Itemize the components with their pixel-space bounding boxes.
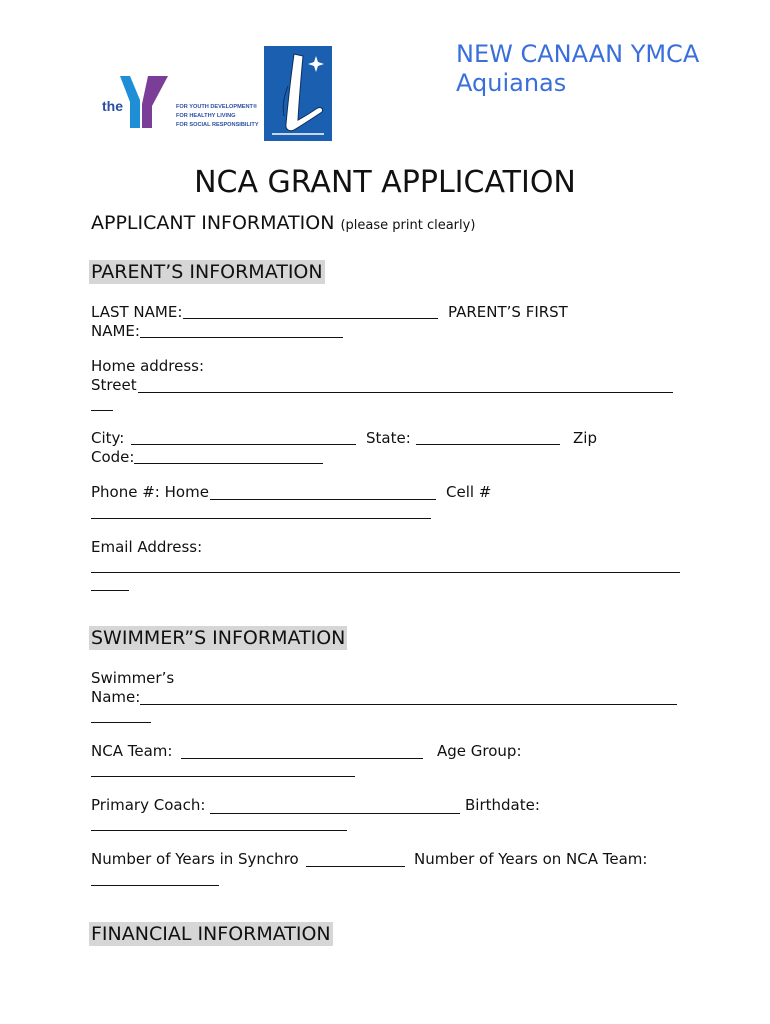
club-name-line2: Aquianas <box>456 69 567 97</box>
form-title: NCA GRANT APPLICATION <box>194 165 576 200</box>
zip-label: Zip <box>573 429 597 447</box>
ymca-logo <box>96 66 262 136</box>
street-field-cont[interactable] <box>91 410 113 411</box>
cell-phone-field[interactable] <box>91 518 431 519</box>
primary-coach-field[interactable] <box>210 813 460 814</box>
last-name-field[interactable] <box>183 318 438 319</box>
birthdate-label: Birthdate: <box>465 796 540 814</box>
years-in-synchro-field[interactable] <box>306 866 405 867</box>
zip-label-cont: Code: <box>91 448 135 466</box>
ymca-tagline-3: FOR SOCIAL RESPONSIBILITY <box>176 122 259 128</box>
street-label: Street <box>91 376 137 394</box>
swimmer-name-label-cont: Name: <box>91 688 141 706</box>
age-group-field[interactable] <box>91 776 355 777</box>
years-on-nca-team-label: Number of Years on NCA Team: <box>414 850 648 868</box>
nca-team-field[interactable] <box>181 758 423 759</box>
aquianas-logo <box>264 46 332 141</box>
swimmer-section-heading: SWIMMER”S INFORMATION <box>91 627 346 649</box>
street-field[interactable] <box>138 392 673 393</box>
swimmer-name-field-cont[interactable] <box>91 722 151 723</box>
zip-code-field[interactable] <box>134 463 323 464</box>
home-phone-label: Phone #: Home <box>91 483 209 501</box>
subtitle-text: APPLICANT INFORMATION <box>91 212 335 234</box>
email-address-field-cont[interactable] <box>91 590 129 591</box>
ymca-y-right <box>142 76 168 128</box>
ymca-logo-word: the <box>102 98 123 114</box>
years-in-synchro-label: Number of Years in Synchro <box>91 850 299 868</box>
subtitle-note: (please print clearly) <box>340 218 476 233</box>
age-group-label: Age Group: <box>437 742 522 760</box>
parent-first-name-field[interactable] <box>140 337 343 338</box>
years-on-nca-team-field[interactable] <box>91 885 219 886</box>
birthdate-field[interactable] <box>91 830 347 831</box>
parent-first-name-label-cont: NAME: <box>91 322 140 340</box>
club-name-line1: NEW CANAAN YMCA <box>456 40 700 68</box>
last-name-label: LAST NAME: <box>91 303 183 321</box>
parents-section-heading: PARENT’S INFORMATION <box>91 261 323 283</box>
ymca-y-left <box>120 76 140 128</box>
applicant-information-heading <box>91 212 475 234</box>
parent-first-name-label: PARENT’S FIRST <box>448 303 568 321</box>
ymca-tagline-1: FOR YOUTH DEVELOPMENT® <box>176 104 258 110</box>
swimmer-name-field[interactable] <box>140 704 677 705</box>
email-address-field[interactable] <box>91 572 680 573</box>
nca-team-label: NCA Team: <box>91 742 173 760</box>
ymca-tagline-2: FOR HEALTHY LIVING <box>176 113 236 119</box>
financial-section-heading: FINANCIAL INFORMATION <box>91 923 331 945</box>
primary-coach-label: Primary Coach: <box>91 796 206 814</box>
home-address-label: Home address: <box>91 357 205 375</box>
state-field[interactable] <box>416 444 560 445</box>
city-label: City: <box>91 429 125 447</box>
swimmer-name-label: Swimmer’s <box>91 669 175 687</box>
email-address-label: Email Address: <box>91 538 203 556</box>
home-phone-field[interactable] <box>210 499 436 500</box>
state-label: State: <box>366 429 411 447</box>
club-name <box>456 40 699 98</box>
city-field[interactable] <box>131 444 356 445</box>
cell-phone-label: Cell # <box>446 483 492 501</box>
